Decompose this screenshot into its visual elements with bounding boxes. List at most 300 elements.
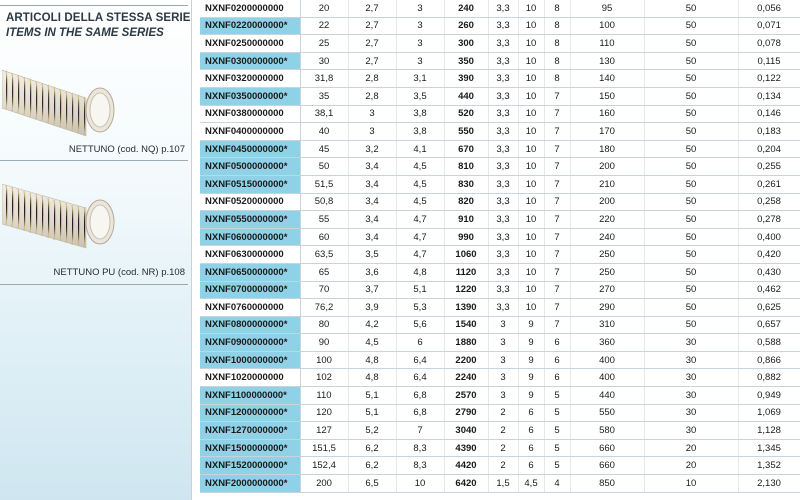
table-row: [200, 439, 800, 457]
table-cell: 260: [444, 17, 488, 35]
product-code[interactable]: NXNF0650000000*: [200, 263, 300, 281]
table-cell: 3: [348, 105, 396, 123]
table-cell: 4,5: [348, 334, 396, 352]
table-cell: 3,3: [488, 193, 518, 211]
table-cell: 0,255: [738, 158, 800, 176]
table-row: [200, 87, 800, 105]
product-code[interactable]: NXNF0320000000: [200, 70, 300, 88]
table-cell: 55: [300, 211, 348, 229]
table-cell: 38,1: [300, 105, 348, 123]
product-code[interactable]: NXNF0400000000: [200, 123, 300, 141]
table-cell: 8,3: [396, 457, 444, 475]
table-cell: 6,8: [396, 387, 444, 405]
table-cell: 3,4: [348, 211, 396, 229]
table-cell: 0,146: [738, 105, 800, 123]
table-cell: 240: [570, 228, 644, 246]
table-cell: 3,4: [348, 193, 396, 211]
table-cell: 0,430: [738, 263, 800, 281]
hose-nettuno-image[interactable]: [2, 52, 122, 138]
table-cell: 400: [570, 351, 644, 369]
table-row: [200, 457, 800, 475]
table-cell: 50: [644, 228, 738, 246]
table-cell: 5: [544, 422, 570, 440]
related-title-en: ITEMS IN THE SAME SERIES: [6, 27, 164, 39]
table-cell: 3,7: [348, 281, 396, 299]
table-cell: 4,5: [396, 158, 444, 176]
table-cell: 520: [444, 105, 488, 123]
table-cell: 6: [518, 439, 544, 457]
table-cell: 2,7: [348, 52, 396, 70]
table-cell: 95: [570, 0, 644, 17]
table-cell: 3,3: [488, 52, 518, 70]
table-cell: 3,3: [488, 123, 518, 141]
table-cell: 5: [544, 404, 570, 422]
product-code[interactable]: NXNF1020000000: [200, 369, 300, 387]
table-cell: 7: [544, 123, 570, 141]
table-cell: 7: [544, 316, 570, 334]
table-cell: 20: [644, 439, 738, 457]
table-cell: 400: [570, 369, 644, 387]
table-cell: 50: [644, 211, 738, 229]
table-row: [200, 299, 800, 317]
table-cell: 3: [396, 52, 444, 70]
table-cell: 10: [518, 281, 544, 299]
table-row: [200, 70, 800, 88]
table-row: [200, 422, 800, 440]
table-cell: 0,078: [738, 35, 800, 53]
table-cell: 5,2: [348, 422, 396, 440]
table-cell: 3,3: [488, 35, 518, 53]
table-cell: 170: [570, 123, 644, 141]
table-cell: 80: [300, 316, 348, 334]
related-title-it: ARTICOLI DELLA STESSA SERIE: [6, 12, 191, 24]
table-cell: 4,7: [396, 211, 444, 229]
table-cell: 50: [644, 175, 738, 193]
table-cell: 5: [544, 439, 570, 457]
table-cell: 3: [488, 334, 518, 352]
table-cell: 3,3: [488, 17, 518, 35]
table-cell: 310: [570, 316, 644, 334]
table-cell: 2570: [444, 387, 488, 405]
table-cell: 30: [644, 422, 738, 440]
table-cell: 5,1: [396, 281, 444, 299]
table-cell: 3,3: [488, 158, 518, 176]
table-cell: 7: [544, 87, 570, 105]
table-cell: 8: [544, 70, 570, 88]
table-cell: 50: [644, 105, 738, 123]
table-cell: 0,588: [738, 334, 800, 352]
table-cell: 8: [544, 17, 570, 35]
product-code[interactable]: NXNF1100000000*: [200, 387, 300, 405]
table-cell: 102: [300, 369, 348, 387]
table-cell: 3: [488, 351, 518, 369]
table-cell: 20: [300, 0, 348, 17]
product-code[interactable]: NXNF0450000000*: [200, 140, 300, 158]
table-cell: 2,7: [348, 17, 396, 35]
product-code[interactable]: NXNF0800000000*: [200, 316, 300, 334]
table-cell: 0,882: [738, 369, 800, 387]
table-cell: 360: [570, 334, 644, 352]
table-cell: 0,949: [738, 387, 800, 405]
product-code[interactable]: NXNF0250000000: [200, 35, 300, 53]
table-cell: 670: [444, 140, 488, 158]
product-code[interactable]: NXNF0500000000*: [200, 158, 300, 176]
table-row: [200, 193, 800, 211]
table-cell: 150: [570, 87, 644, 105]
table-cell: 0,657: [738, 316, 800, 334]
table-cell: 22: [300, 17, 348, 35]
table-cell: 0,056: [738, 0, 800, 17]
table-cell: 7: [544, 105, 570, 123]
table-row: [200, 52, 800, 70]
table-cell: 3,6: [348, 263, 396, 281]
table-row: [200, 246, 800, 264]
table-cell: 4,8: [348, 351, 396, 369]
table-cell: 4,2: [348, 316, 396, 334]
table-cell: 6: [544, 351, 570, 369]
table-cell: 10: [518, 105, 544, 123]
table-cell: 9: [518, 369, 544, 387]
table-cell: 5: [544, 457, 570, 475]
table-cell: 7: [544, 281, 570, 299]
product-code[interactable]: NXNF0350000000*: [200, 87, 300, 105]
table-cell: 3040: [444, 422, 488, 440]
table-cell: 3,5: [348, 246, 396, 264]
table-cell: 8,3: [396, 439, 444, 457]
table-cell: 0,420: [738, 246, 800, 264]
product-code[interactable]: NXNF1520000000*: [200, 457, 300, 475]
table-cell: 152,4: [300, 457, 348, 475]
table-row: [200, 404, 800, 422]
table-cell: 1880: [444, 334, 488, 352]
table-cell: 30: [644, 387, 738, 405]
table-cell: 10: [518, 123, 544, 141]
product-code[interactable]: NXNF1270000000*: [200, 422, 300, 440]
table-cell: 6: [518, 404, 544, 422]
product-code[interactable]: NXNF1200000000*: [200, 404, 300, 422]
table-cell: 6,4: [396, 369, 444, 387]
table-cell: 20: [644, 457, 738, 475]
table-cell: 7: [544, 228, 570, 246]
table-cell: 7: [544, 140, 570, 158]
table-cell: 350: [444, 52, 488, 70]
table-cell: 4,8: [396, 263, 444, 281]
table-cell: 50: [644, 35, 738, 53]
table-cell: 2,7: [348, 35, 396, 53]
table-cell: 210: [570, 175, 644, 193]
table-cell: 0,071: [738, 17, 800, 35]
table-cell: 2,7: [348, 0, 396, 17]
table-cell: 580: [570, 422, 644, 440]
table-cell: 200: [300, 475, 348, 493]
table-cell: 440: [444, 87, 488, 105]
table-cell: 240: [444, 0, 488, 17]
table-cell: 3: [488, 316, 518, 334]
table-cell: 30: [644, 369, 738, 387]
table-cell: 270: [570, 281, 644, 299]
product-code[interactable]: NXNF0700000000*: [200, 281, 300, 299]
table-cell: 6,2: [348, 457, 396, 475]
table-cell: 50: [644, 263, 738, 281]
table-cell: 10: [518, 193, 544, 211]
table-cell: 50: [644, 70, 738, 88]
product-code[interactable]: NXNF0520000000: [200, 193, 300, 211]
table-cell: 2,8: [348, 70, 396, 88]
table-cell: 810: [444, 158, 488, 176]
table-cell: 200: [570, 158, 644, 176]
table-cell: 10: [518, 246, 544, 264]
table-cell: 4420: [444, 457, 488, 475]
table-cell: 0,866: [738, 351, 800, 369]
table-cell: 1540: [444, 316, 488, 334]
hose-nettuno-pu-image[interactable]: [2, 178, 122, 258]
table-cell: 3,5: [396, 87, 444, 105]
table-cell: 4,5: [396, 175, 444, 193]
table-cell: 10: [518, 52, 544, 70]
table-cell: 7: [544, 246, 570, 264]
product-code[interactable]: NXNF0300000000*: [200, 52, 300, 70]
table-row: [200, 369, 800, 387]
table-cell: 6,2: [348, 439, 396, 457]
table-cell: 0,278: [738, 211, 800, 229]
table-cell: 3,3: [488, 211, 518, 229]
table-cell: 180: [570, 140, 644, 158]
table-cell: 10: [644, 475, 738, 493]
table-cell: 0,183: [738, 123, 800, 141]
table-row: [200, 263, 800, 281]
nettuno-caption[interactable]: NETTUNO (cod. NQ) p.107: [68, 144, 185, 155]
table-cell: 127: [300, 422, 348, 440]
table-cell: 10: [518, 263, 544, 281]
table-row: [200, 35, 800, 53]
table-cell: 30: [644, 351, 738, 369]
table-cell: 660: [570, 439, 644, 457]
table-cell: 820: [444, 193, 488, 211]
table-cell: 440: [570, 387, 644, 405]
table-row: [200, 17, 800, 35]
table-cell: 50: [644, 246, 738, 264]
table-cell: 9: [518, 316, 544, 334]
table-cell: 990: [444, 228, 488, 246]
table-cell: 50: [644, 17, 738, 35]
table-cell: 2: [488, 404, 518, 422]
table-cell: 50: [644, 52, 738, 70]
table-cell: 10: [518, 17, 544, 35]
table-cell: 30: [644, 404, 738, 422]
product-code[interactable]: NXNF2000000000*: [200, 475, 300, 493]
table-cell: 130: [570, 52, 644, 70]
table-cell: 3,3: [488, 87, 518, 105]
table-cell: 40: [300, 123, 348, 141]
table-cell: 6: [518, 422, 544, 440]
table-row: [200, 0, 800, 17]
table-cell: 3: [488, 369, 518, 387]
nettuno-pu-caption[interactable]: NETTUNO PU (cod. NR) p.108: [53, 267, 185, 278]
table-cell: 300: [444, 35, 488, 53]
table-row: [200, 175, 800, 193]
table-cell: 51,5: [300, 175, 348, 193]
table-cell: 3,3: [488, 105, 518, 123]
product-code[interactable]: NXNF0380000000: [200, 105, 300, 123]
table-cell: 550: [444, 123, 488, 141]
table-cell: 220: [570, 211, 644, 229]
table-cell: 9: [518, 351, 544, 369]
table-cell: 160: [570, 105, 644, 123]
table-cell: 10: [518, 140, 544, 158]
table-cell: 9: [518, 387, 544, 405]
table-row: [200, 105, 800, 123]
table-cell: 1,069: [738, 404, 800, 422]
table-cell: 50: [644, 299, 738, 317]
table-cell: 0,400: [738, 228, 800, 246]
table-cell: 7: [544, 263, 570, 281]
table-cell: 4,8: [348, 369, 396, 387]
table-cell: 50,8: [300, 193, 348, 211]
table-cell: 1,5: [488, 475, 518, 493]
table-cell: 10: [518, 0, 544, 17]
table-cell: 2240: [444, 369, 488, 387]
table-cell: 50: [644, 281, 738, 299]
table-cell: 35: [300, 87, 348, 105]
table-cell: 6,8: [396, 404, 444, 422]
table-cell: 3,4: [348, 158, 396, 176]
table-cell: 2: [488, 439, 518, 457]
table-cell: 3: [488, 387, 518, 405]
product-code[interactable]: NXNF0200000000: [200, 0, 300, 17]
table-cell: 3,3: [488, 299, 518, 317]
table-cell: 5: [544, 387, 570, 405]
table-cell: 4,5: [518, 475, 544, 493]
table-cell: 6,4: [396, 351, 444, 369]
table-cell: 50: [644, 87, 738, 105]
table-cell: 3,2: [348, 140, 396, 158]
table-row: [200, 281, 800, 299]
table-cell: 390: [444, 70, 488, 88]
table-cell: 660: [570, 457, 644, 475]
table-cell: 850: [570, 475, 644, 493]
product-code[interactable]: NXNF0515000000*: [200, 175, 300, 193]
table-cell: 3,3: [488, 70, 518, 88]
table-cell: 2,8: [348, 87, 396, 105]
table-cell: 6: [518, 457, 544, 475]
table-cell: 10: [518, 87, 544, 105]
table-cell: 4: [544, 475, 570, 493]
table-cell: 31,8: [300, 70, 348, 88]
table-cell: 151,5: [300, 439, 348, 457]
table-cell: 76,2: [300, 299, 348, 317]
table-cell: 0,261: [738, 175, 800, 193]
product-code[interactable]: NXNF0550000000*: [200, 211, 300, 229]
table-cell: 50: [644, 0, 738, 17]
table-cell: 1,128: [738, 422, 800, 440]
table-cell: 2790: [444, 404, 488, 422]
table-cell: 3: [348, 123, 396, 141]
table-cell: 100: [570, 17, 644, 35]
table-cell: 25: [300, 35, 348, 53]
table-cell: 7: [544, 299, 570, 317]
product-table: [200, 0, 800, 493]
table-cell: 5,3: [396, 299, 444, 317]
table-cell: 0,462: [738, 281, 800, 299]
product-code[interactable]: NXNF0760000000: [200, 299, 300, 317]
table-cell: 50: [300, 158, 348, 176]
table-cell: 550: [570, 404, 644, 422]
divider: [0, 5, 188, 6]
table-cell: 200: [570, 193, 644, 211]
table-row: [200, 211, 800, 229]
table-cell: 4,5: [396, 193, 444, 211]
table-cell: 3,8: [396, 105, 444, 123]
table-cell: 0,134: [738, 87, 800, 105]
product-code[interactable]: NXNF0600000000*: [200, 228, 300, 246]
table-cell: 3,8: [396, 123, 444, 141]
table-cell: 7: [544, 175, 570, 193]
table-cell: 50: [644, 316, 738, 334]
product-code[interactable]: NXNF0900000000*: [200, 334, 300, 352]
table-cell: 8: [544, 35, 570, 53]
table-cell: 10: [396, 475, 444, 493]
divider: [0, 284, 188, 285]
table-cell: 3,3: [488, 175, 518, 193]
table-cell: 10: [518, 175, 544, 193]
product-code[interactable]: NXNF0220000000*: [200, 17, 300, 35]
product-code[interactable]: NXNF0630000000: [200, 246, 300, 264]
table-cell: 63,5: [300, 246, 348, 264]
table-cell: 10: [518, 70, 544, 88]
table-cell: 7: [544, 193, 570, 211]
table-cell: 120: [300, 404, 348, 422]
table-cell: 110: [570, 35, 644, 53]
table-cell: 65: [300, 263, 348, 281]
table-cell: 2: [488, 457, 518, 475]
table-cell: 8: [544, 0, 570, 17]
table-cell: 10: [518, 211, 544, 229]
table-cell: 6: [544, 334, 570, 352]
table-cell: 0,122: [738, 70, 800, 88]
table-cell: 3,3: [488, 0, 518, 17]
table-cell: 30: [644, 334, 738, 352]
table-cell: 3,3: [488, 246, 518, 264]
table-row: [200, 228, 800, 246]
table-cell: 60: [300, 228, 348, 246]
table-cell: 3,3: [488, 281, 518, 299]
table-row: [200, 123, 800, 141]
table-cell: 30: [300, 52, 348, 70]
table-cell: 7: [544, 211, 570, 229]
table-cell: 6: [396, 334, 444, 352]
table-cell: 290: [570, 299, 644, 317]
table-row: [200, 334, 800, 352]
related-items-panel: [0, 0, 192, 500]
table-row: [200, 158, 800, 176]
table-cell: 2: [488, 422, 518, 440]
table-cell: 3: [396, 17, 444, 35]
table-cell: 3,4: [348, 228, 396, 246]
product-code[interactable]: NXNF1500000000*: [200, 439, 300, 457]
table-cell: 0,204: [738, 140, 800, 158]
table-cell: 8: [544, 52, 570, 70]
table-cell: 7: [396, 422, 444, 440]
table-cell: 3,1: [396, 70, 444, 88]
table-cell: 1120: [444, 263, 488, 281]
table-cell: 910: [444, 211, 488, 229]
product-code[interactable]: NXNF1000000000*: [200, 351, 300, 369]
table-cell: 6420: [444, 475, 488, 493]
table-cell: 1,352: [738, 457, 800, 475]
table-row: [200, 140, 800, 158]
table-cell: 50: [644, 193, 738, 211]
table-cell: 9: [518, 334, 544, 352]
